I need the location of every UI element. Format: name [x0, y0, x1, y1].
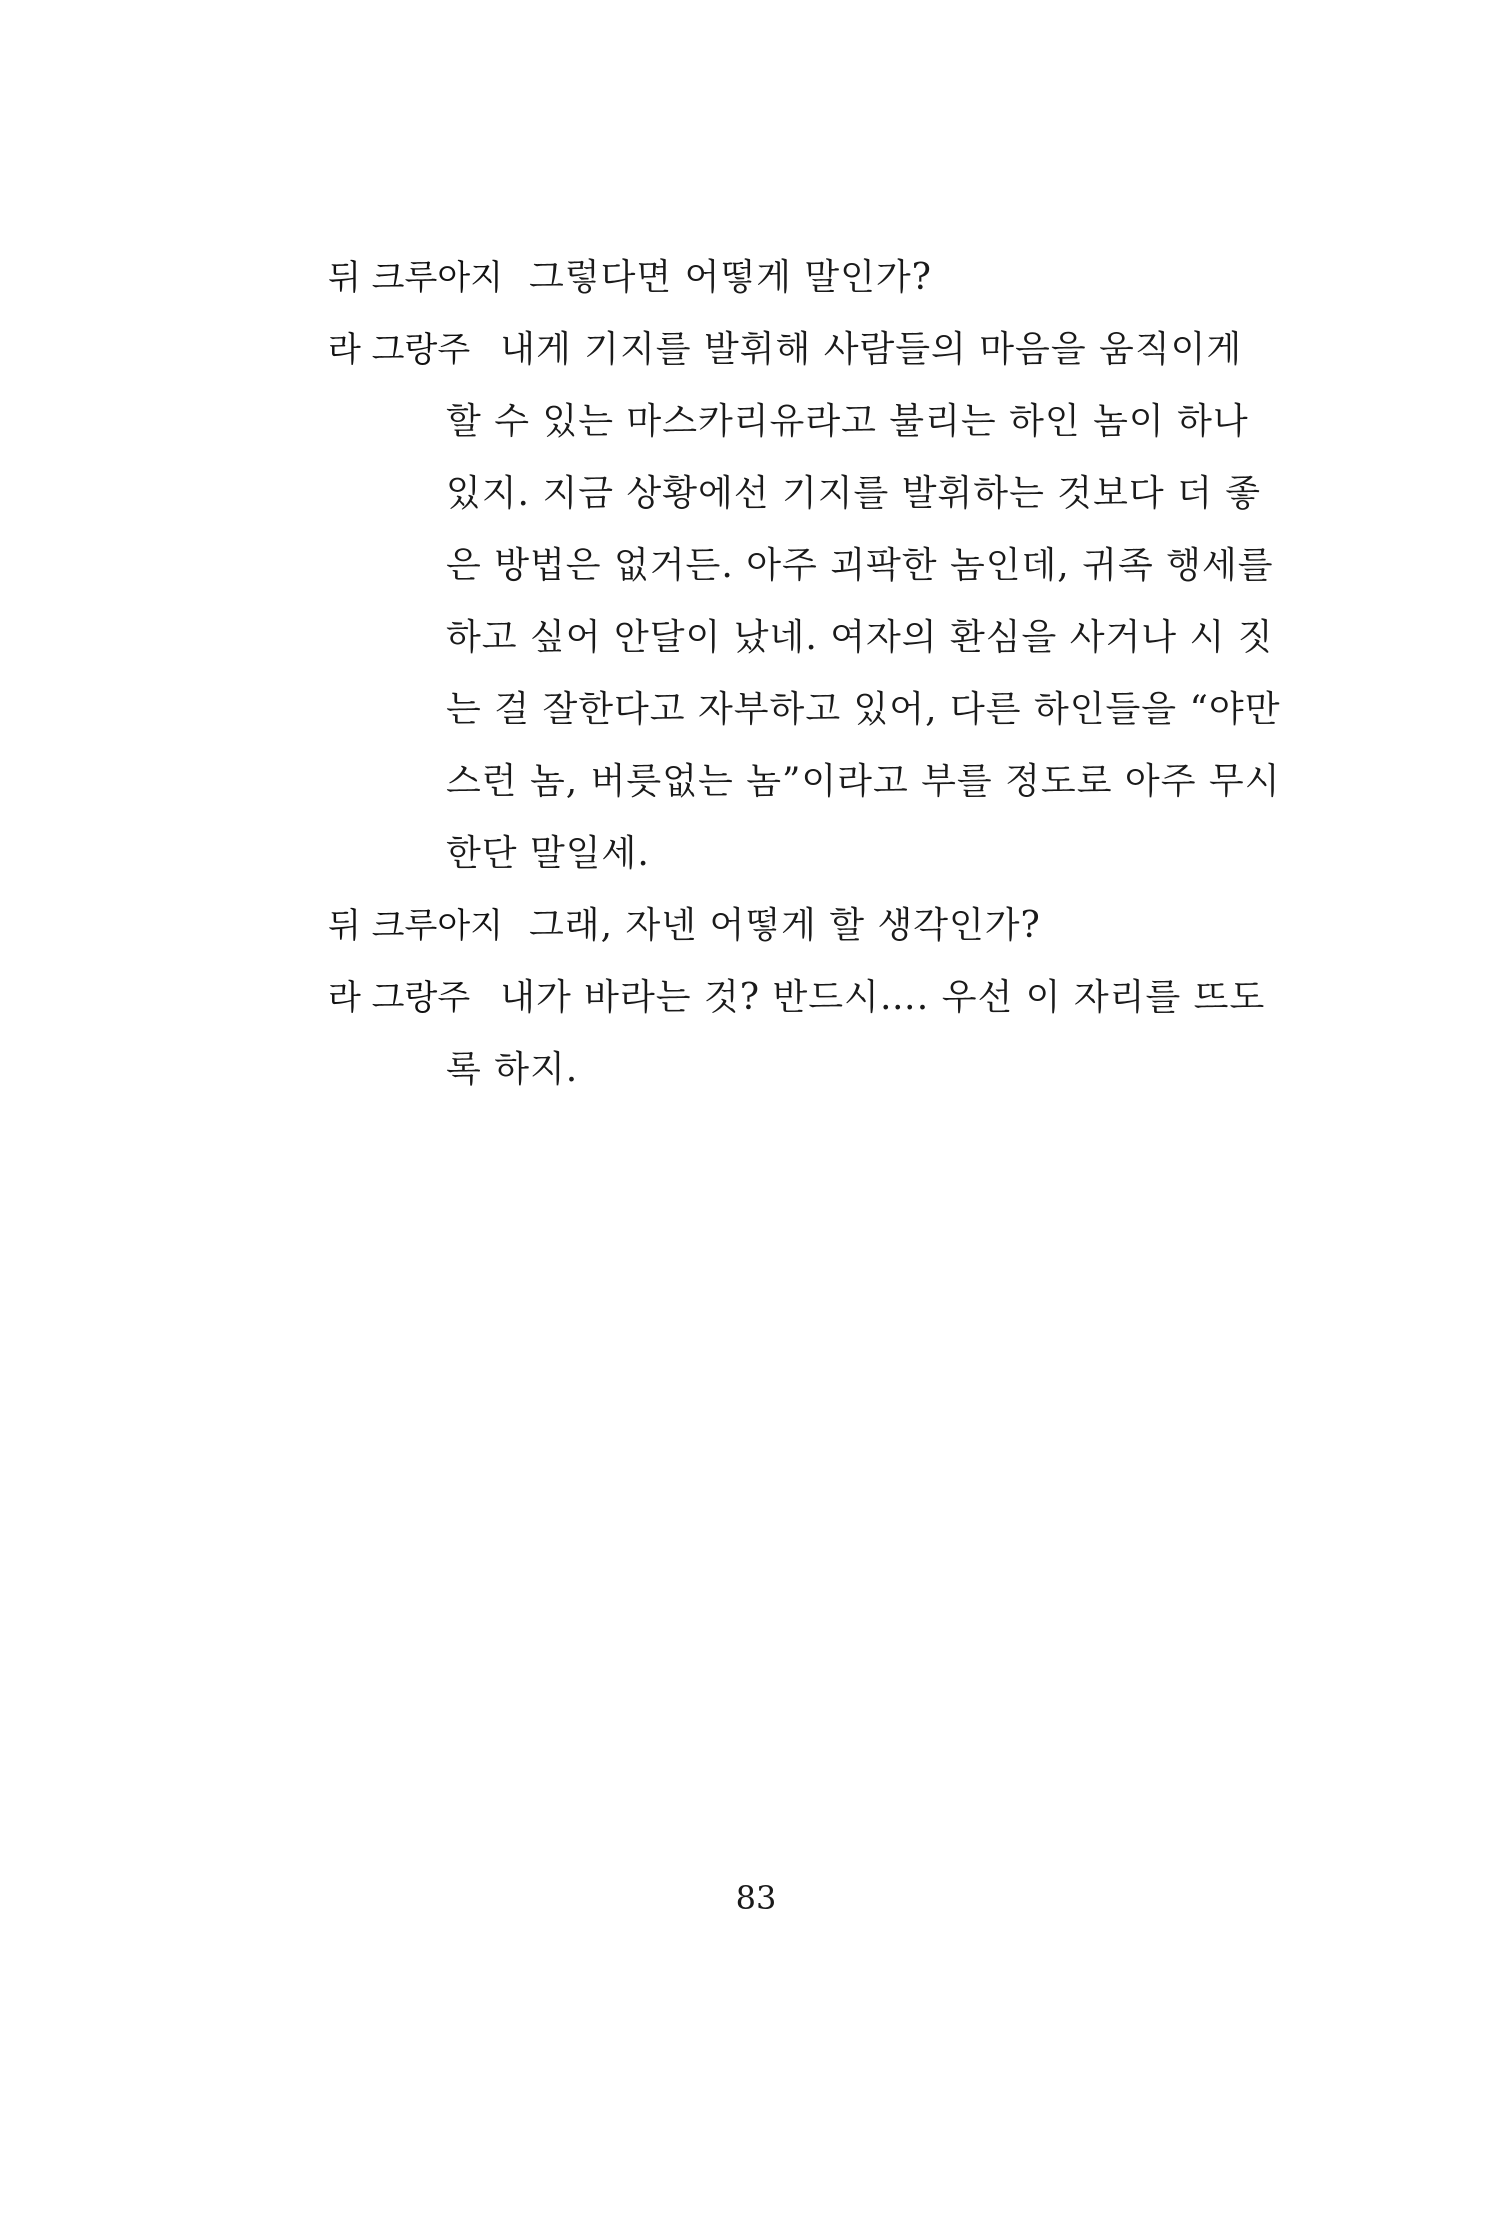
speech-continuation: 는 걸 잘한다고 자부하고 있어, 다른 하인들을 “야만	[446, 689, 1281, 730]
speaker-name: 라 그랑주	[328, 978, 471, 1018]
speech-continuation: 스런 놈, 버릇없는 놈”이라고 부를 정도로 아주 무시	[446, 761, 1281, 802]
speech-continuation: 한단 말일세.	[446, 833, 650, 874]
dialogue-entry	[328, 242, 1268, 314]
speech-continuation: 할 수 있는 마스카리유라고 불리는 하인 놈이 하나	[446, 401, 1249, 442]
speech-text: 그래, 자넨 어떻게 할 생각인가?	[529, 905, 1041, 946]
dialogue-entry	[328, 890, 1268, 962]
speaker-name: 뒤 크루아지	[328, 258, 504, 298]
dialogue-first-line	[328, 242, 1268, 314]
speech-continuation: 록 하지.	[446, 1049, 579, 1090]
speech-text: 내게 기지를 발휘해 사람들의 마음을 움직이게	[500, 329, 1243, 370]
speech-continuation: 은 방법은 없거든. 아주 괴팍한 놈인데, 귀족 행세를	[446, 545, 1274, 586]
play-script	[328, 242, 1281, 1106]
speech-continuation: 있지. 지금 상황에선 기지를 발휘하는 것보다 더 좋	[446, 473, 1262, 514]
dialogue-entry	[328, 962, 1268, 1106]
speech-continuation: 하고 싶어 안달이 났네. 여자의 환심을 사거나 시 짓	[446, 617, 1274, 658]
dialogue-first-line	[328, 962, 1268, 1034]
dialogue-entry	[328, 314, 1281, 890]
speaker-name: 라 그랑주	[328, 330, 471, 370]
dialogue-first-line	[328, 314, 1268, 386]
speech-text: 내가 바라는 것? 반드시…. 우선 이 자리를 뜨도	[500, 977, 1266, 1018]
speaker-name: 뒤 크루아지	[328, 906, 504, 946]
speech-text: 그렇다면 어떻게 말인가?	[529, 257, 932, 298]
dialogue-first-line	[328, 890, 1268, 962]
page-number: 83	[735, 1879, 777, 1917]
